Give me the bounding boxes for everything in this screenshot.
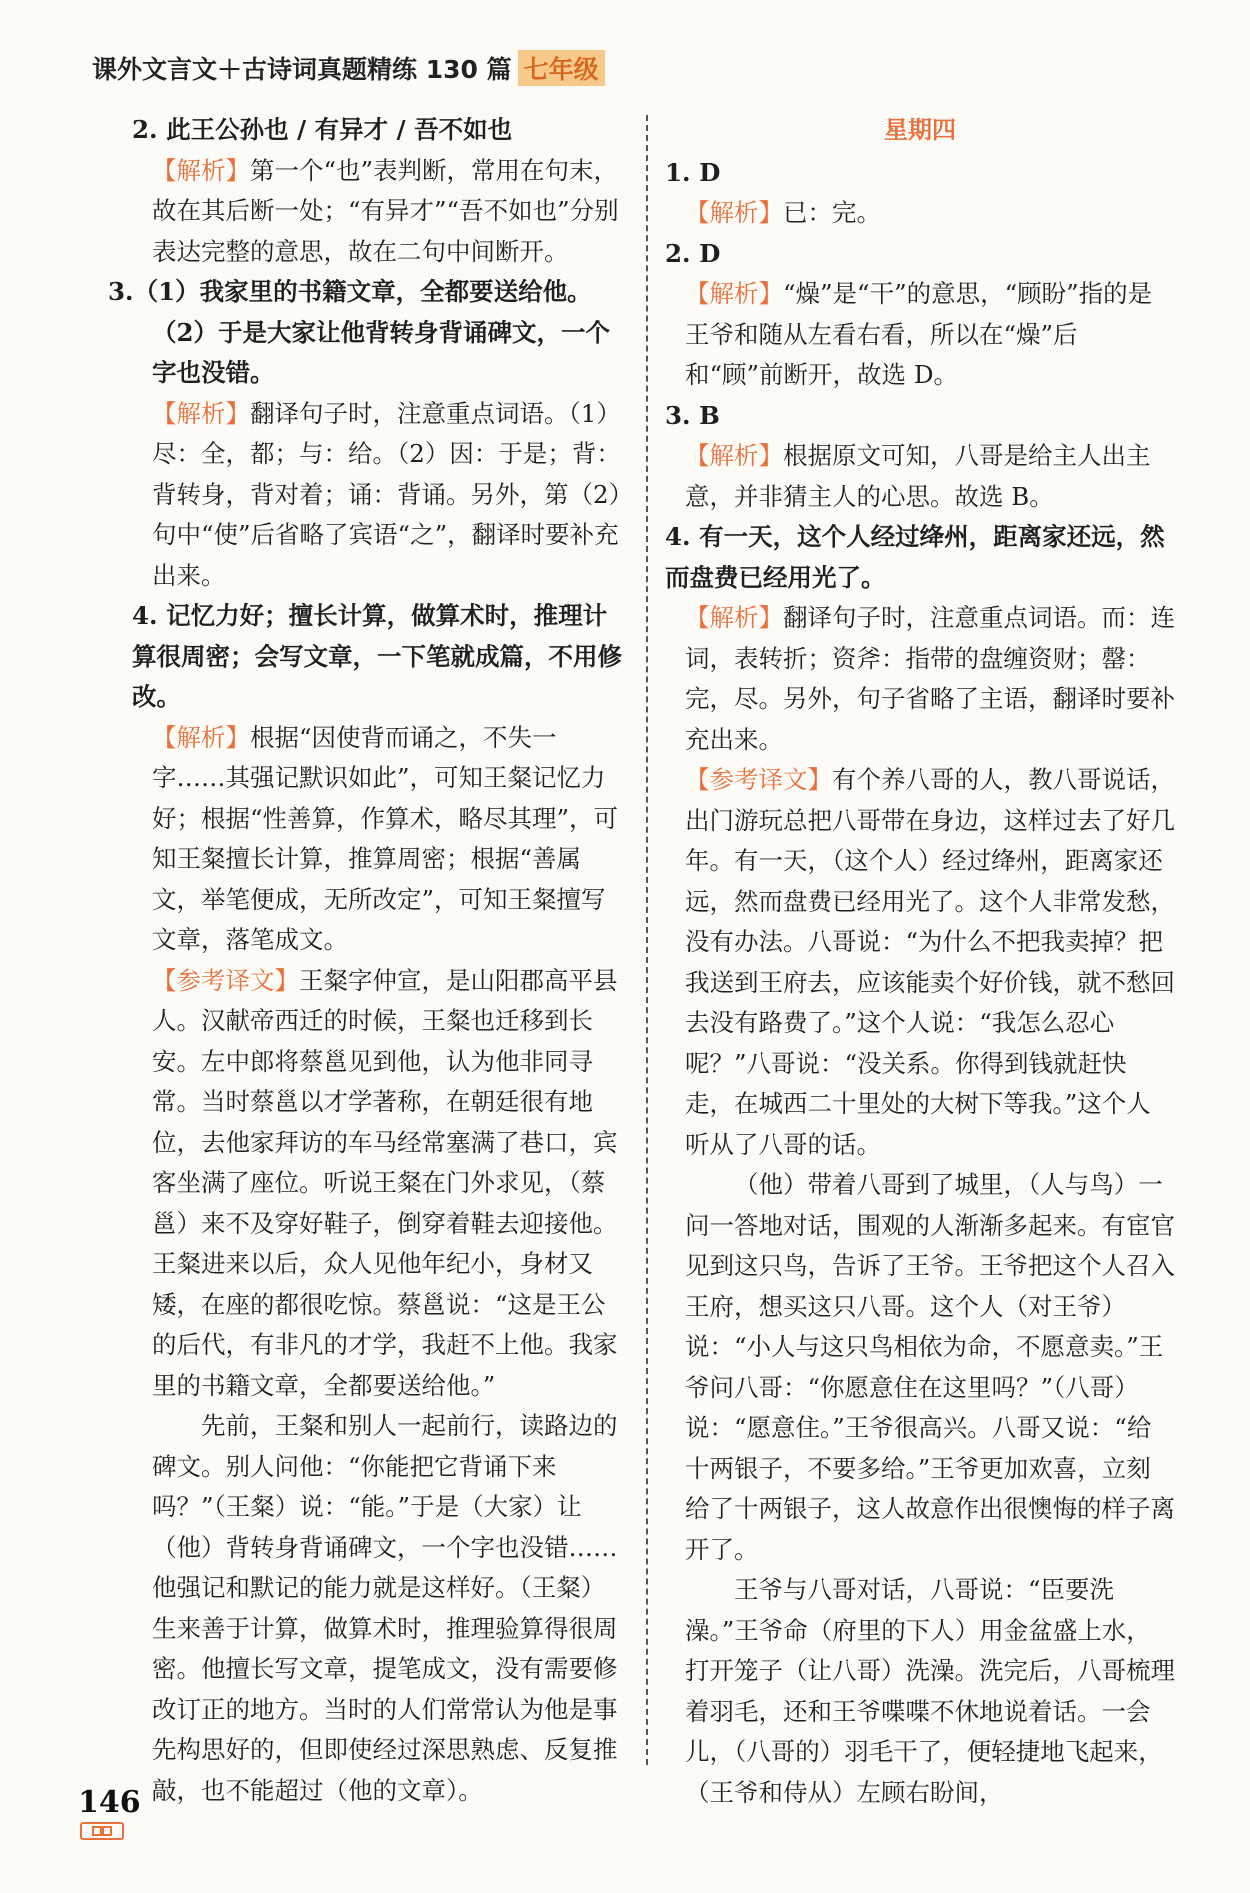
analysis-tag: 【解析】 xyxy=(685,441,783,470)
translation-tag: 【参考译文】 xyxy=(685,765,832,794)
grade-badge: 七年级 xyxy=(518,50,605,86)
q3-answer: 3. B xyxy=(665,400,720,430)
q4-answer: 4. 记忆力好；擅长计算，做算术时，推理计算很周密；会写文章，一下笔就成篇，不用修改。 xyxy=(132,601,622,711)
q4-analysis: 翻译句子时，注意重点词语。而：连词，表转折；资斧：指带的盘缠资财；罄：完，尽。另外，句子省略了主语，翻译时要补充出来。 xyxy=(685,603,1175,754)
q3-analysis: 根据原文可知，八哥是给主人出主意，并非猜主人的心思。故选 B。 xyxy=(685,441,1151,511)
page-ornament-icon xyxy=(80,1822,124,1840)
q2-analysis: “燥”是“干”的意思，“顾盼”指的是王爷和随从左看右看，所以在“燥”后和“顾”前断开，故选 D。 xyxy=(685,279,1153,389)
day-title: 星期四 xyxy=(884,116,956,144)
q4-answer: 4. 有一天，这个人经过绛州，距离家还远，然而盘费已经用光了。 xyxy=(665,522,1165,592)
analysis-tag: 【解析】 xyxy=(685,279,783,308)
book-title: 课外文言文＋古诗词真题精练 130 篇 xyxy=(92,55,512,84)
translation-para-2: 先前，王粲和别人一起前行，读路边的碑文。别人问他：“你能把它背诵下来吗？”（王粲）说：“能。”于是（大家）让（他）背转身背诵碑文，一个字也没错……他强记和默记的能力就是这样好。（王粲）生来善于计算，做算术时，推理验算得很周密。他擅长写文章，提笔成文，没有需要修改订正的地方。当时的人们常常认为他是事先构思好的，但即使经过深思熟虑、反复推敲，也不能超过（他的文章）。 xyxy=(152,1411,618,1805)
column-divider xyxy=(646,115,648,1765)
q2-analysis: 第一个“也”表判断，常用在句末，故在其后断一处；“有异才”“吾不如也”分别表达完整的意思，故在二句中间断开。 xyxy=(152,155,619,266)
q3-analysis: 翻译句子时，注意重点词语。（1）尽：全，都；与：给。（2）因：于是；背：背转身，背对着；诵：背诵。另外，第（2）句中“使”后省略了宾语“之”，翻译时要补充出来。 xyxy=(152,398,621,590)
translation-para-1: 有个养八哥的人，教八哥说话，出门游玩总把八哥带在身边，这样过去了好几年。有一天，（这个人）经过绛州，距离家还远，然而盘费已经用光了。这个人非常发愁，没有办法。八哥说：“为什么不把我卖掉？把我送到王府去，应该能卖个好价钱，就不愁回去没有路费了。”这个人说：“我怎么忍心呢？”八哥说：“没关系。你得到钱就赶快走，在城西二十里处的大树下等我。”这个人听从了八哥的话。 xyxy=(685,765,1175,1159)
translation-tag: 【参考译文】 xyxy=(152,965,299,995)
q1-analysis: 已：完。 xyxy=(783,198,881,227)
q1-answer: 1. D xyxy=(665,157,721,187)
left-column xyxy=(108,110,627,1811)
q4-analysis: 根据“因使背而诵之，不失一字……其强记默识如此”，可知王粲记忆力好；根据“性善算，作算术，略尽其理”，可知王粲擅长计算，推算周密；根据“善属文，举笔便成，无所改定”，可知王粲擅写文章，落笔成文。 xyxy=(152,722,619,954)
translation-para-3: 王爷与八哥对话，八哥说：“臣要洗澡。”王爷命（府里的下人）用金盆盛上水，打开笼子（让八哥）洗澡。洗完后，八哥梳理着羽毛，还和王爷喋喋不休地说着话。一会儿，（八哥的）羽毛干了，便轻捷地飞起来，（王爷和侍从）左顾右盼间， xyxy=(685,1575,1175,1807)
q2-answer: 2. 此王公孙也 / 有异才 / 吾不如也 xyxy=(132,115,513,144)
q2-answer: 2. D xyxy=(665,238,721,268)
right-column xyxy=(665,110,1175,1813)
analysis-tag: 【解析】 xyxy=(152,722,250,752)
analysis-tag: 【解析】 xyxy=(152,155,250,185)
translation-para-2: （他）带着八哥到了城里，（人与鸟）一问一答地对话，围观的人渐渐多起来。有宦官见到这只鸟，告诉了王爷。王爷把这个人召入王府，想买这只八哥。这个人（对王爷）说：“小人与这只鸟相依为命，不愿意卖。”王爷问八哥：“你愿意住在这里吗？”（八哥）说：“愿意住。”王爷很高兴。八哥又说：“给十两银子，不要多给。”王爷更加欢喜，立刻给了十两银子，这人故意作出很懊悔的样子离开了。 xyxy=(685,1170,1175,1564)
analysis-tag: 【解析】 xyxy=(152,398,250,428)
page-number: 146 xyxy=(78,1785,141,1820)
translation-para-1: 王粲字仲宣，是山阳郡高平县人。汉献帝西迁的时候，王粲也迁移到长安。左中郎将蔡邕见到他，认为他非同寻常。当时蔡邕以才学著称，在朝廷很有地位，去他家拜访的车马经常塞满了巷口，宾客坐满了座位。听说王粲在门外求见，（蔡邕）来不及穿好鞋子，倒穿着鞋去迎接他。王粲进来以后，众人见他年纪小，身材又矮，在座的都很吃惊。蔡邕说：“这是王公的后代，有非凡的才学，我赶不上他。我家里的书籍文章，全都要送给他。” xyxy=(152,965,618,1400)
analysis-tag: 【解析】 xyxy=(685,603,783,632)
page-header xyxy=(92,50,605,86)
analysis-tag: 【解析】 xyxy=(685,198,783,227)
q3-answer-1: 3.（1）我家里的书籍文章，全都要送给他。 xyxy=(108,277,592,306)
q3-answer-2: （2）于是大家让他背转身背诵碑文，一个字也没错。 xyxy=(152,317,611,387)
